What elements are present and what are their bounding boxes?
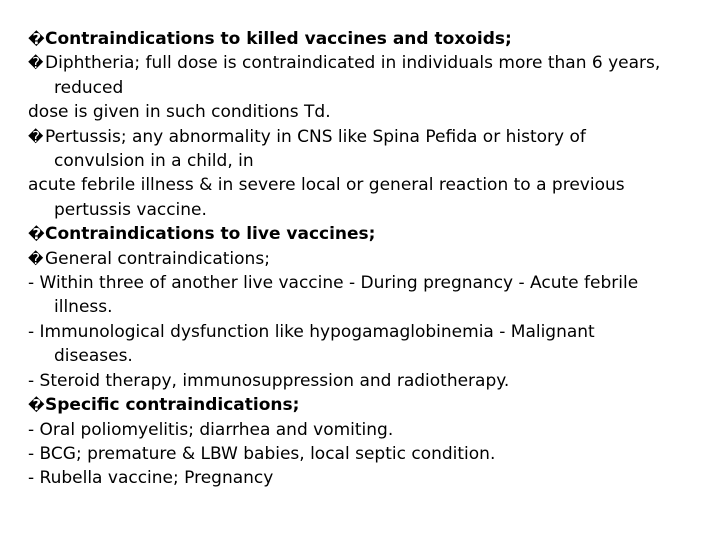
- pertussis-line: [28, 125, 698, 149]
- heading-specific-contraindications: [28, 393, 698, 417]
- pertussis-febrile-line: acute febrile illness & in severe local or general reaction to a previous: [28, 175, 625, 196]
- diphtheria-wrap: reduced: [54, 77, 124, 98]
- bullet-marker: �: [28, 54, 44, 73]
- oral-polio-line: - Oral poliomyelitis; diarrhea and vomiting.: [28, 419, 394, 440]
- bullet-marker: �: [28, 30, 45, 48]
- diphtheria-dose-line: dose is given in such conditions Td.: [28, 102, 331, 123]
- slide-content: [28, 27, 698, 491]
- pertussis-wrap: convulsion in a child, in: [54, 151, 254, 172]
- rubella-line: - Rubella vaccine; Pregnancy: [28, 468, 274, 489]
- bullet-marker: �: [28, 396, 45, 415]
- steroid-line: - Steroid therapy, immunosuppression and radiotherapy.: [28, 370, 510, 391]
- heading-killed-vaccines-text: Contraindications to killed vaccines and toxoids;: [45, 29, 512, 49]
- general-contraindications-line: [28, 247, 698, 271]
- immunological-wrap: diseases.: [54, 346, 133, 367]
- heading-live-vaccines-text: Contraindications to live vaccines;: [45, 224, 376, 245]
- heading-specific-contraindications-text: Specific contraindications;: [45, 395, 300, 416]
- bcg-line: - BCG; premature & LBW babies, local septic condition.: [28, 443, 496, 464]
- diphtheria-text: Diphtheria; full dose is contraindicated in individuals more than 6 years,: [45, 53, 661, 74]
- live-vaccine-pregnancy-line: - Within three of another live vaccine - During pregnancy - Acute febrile: [28, 273, 639, 294]
- heading-killed-vaccines: [28, 27, 698, 51]
- bullet-marker: �: [28, 249, 44, 268]
- diphtheria-line: [28, 51, 698, 75]
- general-contraindications-text: General contraindications;: [45, 248, 270, 269]
- heading-live-vaccines: [28, 222, 698, 246]
- bullet-marker: �: [28, 127, 44, 146]
- pertussis-febrile-wrap: pertussis vaccine.: [54, 199, 207, 220]
- pertussis-text: Pertussis; any abnormality in CNS like Spina Pefida or history of: [45, 126, 586, 147]
- live-vaccine-pregnancy-wrap: illness.: [54, 297, 113, 318]
- bullet-marker: �: [28, 225, 45, 244]
- immunological-line: - Immunological dysfunction like hypogamaglobinemia - Malignant: [28, 321, 595, 342]
